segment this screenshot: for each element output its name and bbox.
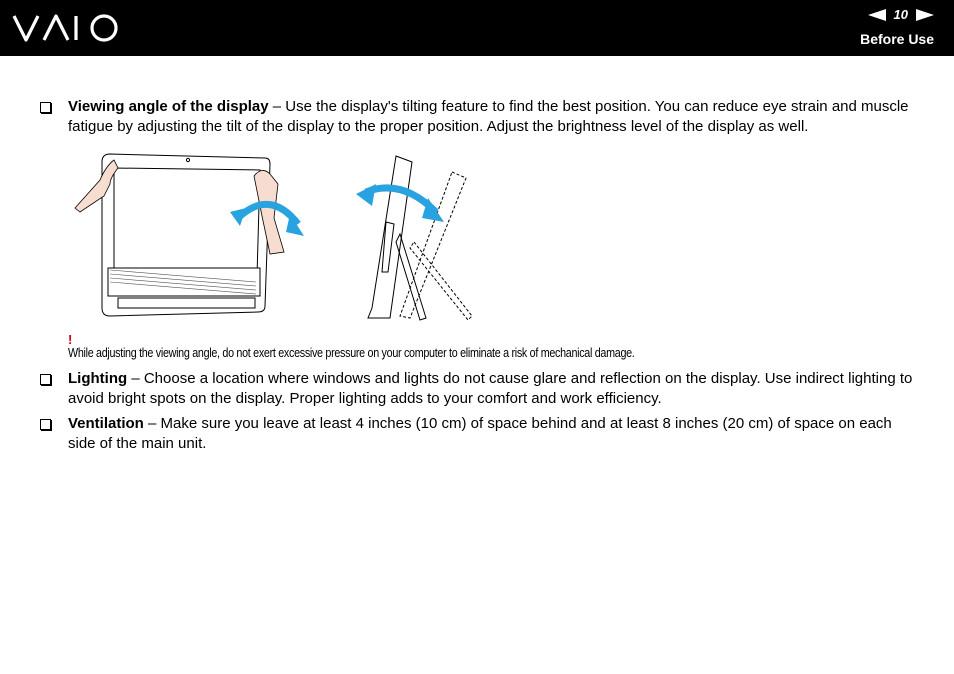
next-page-icon[interactable]	[916, 9, 934, 21]
computer-side-view	[368, 156, 472, 320]
section-title: Before Use	[860, 31, 934, 47]
item-body: – Use the display's tilting feature to find the best position. You can reduce eye strain and muscle fatigue by adjusting the tilt of the display to the proper position. Adjust the brightness level of the display as well.	[68, 98, 909, 135]
prev-page-icon[interactable]	[868, 9, 886, 21]
item-title: Viewing angle of the display	[68, 98, 269, 115]
computer-front-view	[102, 154, 270, 316]
display-tilt-illustration	[70, 148, 490, 326]
vaio-logo	[12, 12, 120, 44]
page-number: 10	[893, 7, 908, 22]
header-bar	[0, 0, 954, 56]
checkbox-bullet-icon	[40, 102, 51, 113]
bullet-item-viewing-angle	[40, 97, 920, 136]
checkbox-bullet-icon	[40, 374, 51, 385]
item-body: – Choose a location where windows and lights do not cause glare and reflection on the display. Use indirect lighting to avoid bright spots on the display. Proper lighting adds to your comfort and work efficiency.	[68, 370, 913, 407]
page-navigation	[868, 7, 934, 22]
item-title: Ventilation	[68, 415, 144, 432]
bullet-item-lighting	[40, 369, 920, 408]
item-title: Lighting	[68, 370, 128, 387]
checkbox-bullet-icon	[40, 419, 51, 430]
bullet-item-ventilation	[40, 414, 920, 453]
item-body: – Make sure you leave at least 4 inches (10 cm) of space behind and at least 8 inches (20 cm) of space on each side of the main unit.	[68, 415, 892, 452]
warning-icon: !	[68, 332, 73, 347]
warning-text: While adjusting the viewing angle, do not exert excessive pressure on your computer to eliminate a risk of mechanical damage.	[68, 346, 635, 360]
